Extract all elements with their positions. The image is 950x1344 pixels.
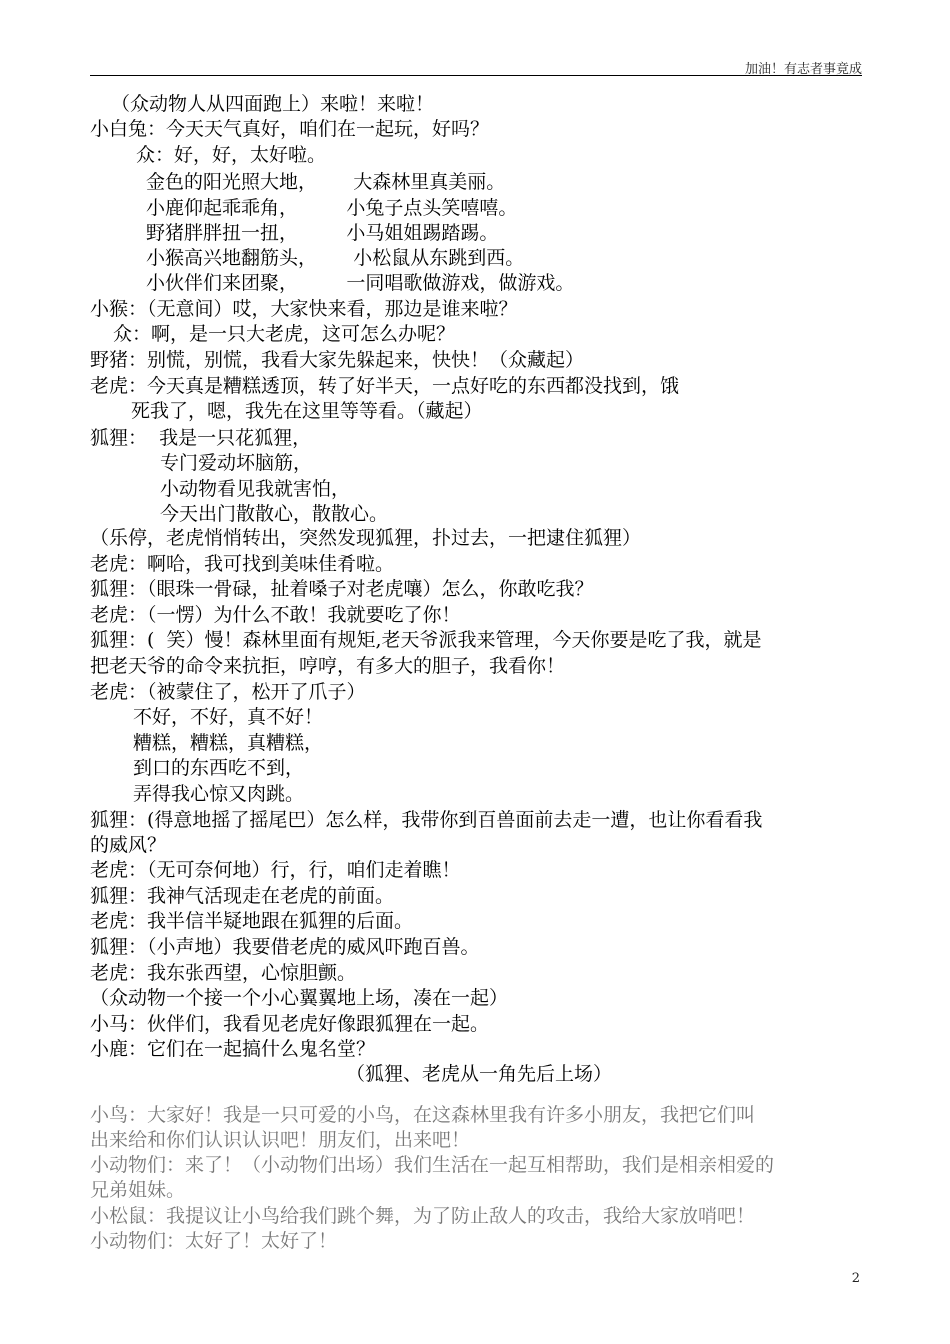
text-line: 狐狸：我神气活现走在老虎的前面。 — [90, 885, 395, 907]
text-line: 小伙伴们来团聚， 一同唱歌做游戏，做游戏。 — [146, 272, 575, 294]
text-line: 老虎：今天真是糟糕透顶，转了好半天，一点好吃的东西都没找到，饿 — [90, 375, 680, 397]
text-line: 众：啊，是一只大老虎，这可怎么办呢？ — [113, 323, 456, 345]
text-line: 不好，不好，真不好！ — [133, 706, 324, 728]
text-line: 狐狸：（眼珠一骨碌，扯着嗓子对老虎嚷）怎么，你敢吃我？ — [90, 578, 594, 600]
text-line-gray: 小动物们：来了！（小动物们出场）我们生活在一起互相帮助，我们是相亲相爱的 — [90, 1154, 775, 1176]
text-line: 小白兔：今天天气真好，咱们在一起玩，好吗？ — [90, 118, 490, 140]
text-line-gray: 出来给和你们认识认识吧！朋友们，出来吧！ — [90, 1129, 471, 1151]
text-line: 把老天爷的命令来抗拒，哼哼，有多大的胆子，我看你！ — [90, 655, 566, 677]
header-rule — [90, 75, 862, 76]
text-line: 糟糕，糟糕，真糟糕， — [133, 732, 324, 754]
text-line: 小猴高兴地翻筋头， 小松鼠从东跳到西。 — [146, 247, 525, 269]
text-line: 老虎：（被蒙住了，松开了爪子） — [90, 681, 366, 703]
text-line: 小鹿：它们在一起搞什么鬼名堂？ — [90, 1038, 376, 1060]
text-line: 野猪：别慌，别慌，我看大家先躲起来，快快！（众藏起） — [90, 349, 585, 371]
text-line: （狐狸、老虎从一角先后上场） — [346, 1063, 613, 1085]
text-line: 的威风？ — [90, 834, 167, 856]
text-line-gray: 兄弟姐妹。 — [90, 1179, 186, 1201]
text-line: 金色的阳光照大地， 大森林里真美丽。 — [146, 171, 506, 193]
text-line: 小猴：（无意间）哎，大家快来看，那边是谁来啦？ — [90, 298, 518, 320]
text-line: （众动物人从四面跑上）来啦！来啦！ — [111, 93, 435, 115]
text-line: 小动物看见我就害怕， — [160, 478, 351, 500]
header-motto: 加油！有志者事竟成 — [744, 62, 862, 77]
text-line: 众：好，好，太好啦。 — [136, 144, 327, 166]
text-line: （乐停，老虎悄悄转出，突然发现狐狸，扑过去，一把逮住狐狸） — [90, 527, 642, 549]
text-line: 老虎：啊哈，我可找到美味佳肴啦。 — [90, 553, 395, 575]
text-line: （众动物一个接一个小心翼翼地上场，凑在一起） — [90, 987, 509, 1009]
text-line-gray: 小鸟：大家好！我是一只可爱的小鸟，在这森林里我有许多小朋友，我把它们叫 — [90, 1104, 756, 1126]
text-line: 老虎：（无可奈何地）行，行，咱们走着瞧！ — [90, 859, 461, 881]
text-line: 今天出门散散心，散散心。 — [160, 503, 389, 525]
text-line: 弄得我心惊又肉跳。 — [133, 783, 305, 805]
text-line: 小鹿仰起乖乖角， 小兔子点头笑嘻嘻。 — [146, 197, 518, 219]
text-line: 老虎：我半信半疑地跟在狐狸的后面。 — [90, 910, 414, 932]
text-line: 野猪胖胖扭一扭， 小马姐姐踢踏踢。 — [146, 222, 499, 244]
text-line: 狐狸： 我是一只花狐狸， — [90, 427, 312, 449]
text-line: 死我了，嗯，我先在这里等等看。（藏起） — [131, 400, 483, 422]
page-number: 2 — [851, 1271, 860, 1286]
text-line-gray: 小动物们：太好了！太好了！ — [90, 1230, 338, 1252]
text-line: 到口的东西吃不到， — [133, 757, 305, 779]
text-line: 专门爱动坏脑筋， — [160, 452, 313, 474]
text-line: 老虎：（一愣）为什么不敢！我就要吃了你！ — [90, 604, 461, 626]
text-line-gray: 小松鼠：我提议让小鸟给我们跳个舞，为了防止敌人的攻击，我给大家放哨吧！ — [90, 1205, 756, 1227]
text-line: 小马：伙伴们，我看见老虎好像跟狐狸在一起。 — [90, 1013, 490, 1035]
text-line: 狐狸：( 笑）慢！森林里面有规矩,老天爷派我来管理，今天你要是吃了我，就是 — [90, 629, 762, 651]
text-line: 老虎：我东张西望，心惊胆颤。 — [90, 962, 357, 984]
text-line: 狐狸：(得意地摇了摇尾巴）怎么样，我带你到百兽面前去走一遭，也让你看看我 — [90, 809, 763, 831]
text-line: 狐狸：（小声地）我要借老虎的威风吓跑百兽。 — [90, 936, 480, 958]
